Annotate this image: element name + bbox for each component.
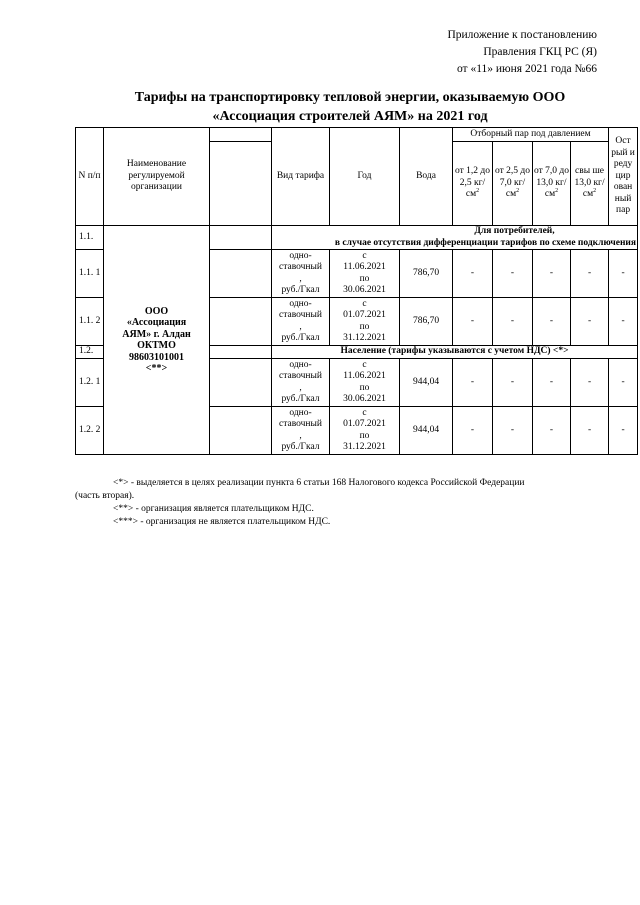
footnote-1: <*> - выделяется в целях реализации пункта 6 статьи 168 Налогового кодекса Российской Федерации [113, 478, 525, 488]
y2: 01.07.2021 [343, 310, 386, 320]
row-num [76, 359, 104, 407]
header-steam-group [453, 128, 609, 142]
section-title-line-1: Для потребителей, [474, 226, 555, 236]
p2-text: от 2,5 до 7,0 кг/ см [495, 166, 530, 200]
t4: руб./Гкал [281, 394, 320, 404]
row-year [330, 250, 400, 298]
appendix-header [337, 27, 597, 78]
row-p1: - [453, 407, 493, 455]
y3: по [359, 321, 370, 332]
row-blank [210, 298, 272, 346]
p1-sup: 2 [476, 188, 480, 195]
header-sharp-steam [609, 128, 638, 226]
t4: руб./Гкал [281, 333, 320, 343]
section-blank [210, 346, 272, 359]
p4-text: свы ше 13,0 кг/ см [574, 166, 605, 200]
row-sharp: - [609, 250, 638, 298]
y2: 11.06.2021 [343, 371, 386, 381]
row-water: 786,70 [400, 298, 453, 346]
row-blank [210, 250, 272, 298]
header-pressure-2 [493, 142, 533, 226]
y3: по [359, 273, 370, 284]
row-sharp: - [609, 407, 638, 455]
header-org-name-text: Наименование регулируемой организации [126, 159, 187, 193]
footnote-1-cont: (часть вторая). [75, 491, 135, 501]
footnotes [75, 477, 610, 529]
p3-text: от 7,0 до 13,0 кг/ см [534, 166, 569, 200]
row-water: 944,04 [400, 407, 453, 455]
header-pressure-4 [571, 142, 609, 226]
row-p4: - [571, 298, 609, 346]
header-row-1 [76, 128, 638, 142]
section-title-line-1: Население (тарифы указываются с учетом НДС) <*> [340, 346, 569, 357]
row-tariff-type [272, 407, 330, 455]
row-p3: - [533, 407, 571, 455]
row-p4: - [571, 407, 609, 455]
row-water: 944,04 [400, 359, 453, 407]
y4: 31.12.2021 [343, 442, 386, 452]
section-row-1 [76, 226, 638, 250]
row-p2: - [493, 298, 533, 346]
section-num: 1.2. [76, 346, 104, 359]
t1: одно- [289, 359, 312, 370]
t3: , [299, 430, 302, 441]
header-pressure-3 [533, 142, 571, 226]
row-blank [210, 407, 272, 455]
row-p3: - [533, 250, 571, 298]
row-tariff-type [272, 298, 330, 346]
y4: 31.12.2021 [343, 333, 386, 343]
row-num [76, 250, 104, 298]
t4: руб./Гкал [281, 285, 320, 295]
document-title [60, 88, 640, 126]
section-blank [210, 226, 272, 250]
t2: ставочный [279, 419, 322, 429]
y1: с [362, 359, 367, 370]
y2: 01.07.2021 [343, 419, 386, 429]
row-p4: - [571, 250, 609, 298]
header-steam-group-text: Отборный пар под давлением [470, 128, 591, 139]
row-blank [210, 359, 272, 407]
t1: одно- [289, 407, 312, 418]
row-p1: - [453, 359, 493, 407]
row-year [330, 298, 400, 346]
p4-sup: 2 [593, 188, 597, 195]
header-blank-2 [210, 142, 272, 226]
appendix-line-1: Приложение к постановлению [447, 29, 597, 41]
row-num-text: 1.1. 2 [79, 315, 101, 326]
t2: ставочный [279, 310, 322, 320]
header-year [330, 128, 400, 226]
org-line-4: ОКТМО [137, 340, 176, 351]
row-p2: - [493, 407, 533, 455]
header-water [400, 128, 453, 226]
row-p4: - [571, 359, 609, 407]
y4: 30.06.2021 [343, 285, 386, 295]
header-water-text: Вода [416, 170, 436, 181]
tariff-table [75, 127, 638, 455]
row-p1: - [453, 250, 493, 298]
section-title [272, 226, 638, 250]
row-num [76, 407, 104, 455]
t2: ставочный [279, 262, 322, 272]
org-name-cell [104, 226, 210, 455]
appendix-line-2: Правления ГКЦ РС (Я) [483, 46, 597, 58]
t1: одно- [289, 298, 312, 309]
header-num [76, 128, 104, 226]
row-num-text: 1.1. 1 [79, 267, 101, 278]
header-blank [210, 128, 272, 142]
row-sharp: - [609, 298, 638, 346]
t3: , [299, 273, 302, 284]
header-org-name [104, 128, 210, 226]
row-p3: - [533, 359, 571, 407]
section-title-line-2: в случае отсутствия дифференциации тарифов по схеме подключения [334, 237, 637, 248]
section-title [272, 346, 638, 359]
t3: , [299, 321, 302, 332]
p2-sup: 2 [516, 188, 520, 195]
p3-sup: 2 [555, 188, 559, 195]
row-num-text: 1.2. 2 [79, 424, 101, 435]
t2: ставочный [279, 371, 322, 381]
footnote-3: <***> - организация не является плательщиком НДС. [113, 517, 331, 527]
title-line-1: Тарифы на транспортировку тепловой энергии, оказываемую ООО [134, 90, 566, 105]
y3: по [359, 430, 370, 441]
org-line-6: <**> [145, 363, 168, 374]
row-tariff-type [272, 250, 330, 298]
section-num: 1.1. [76, 226, 104, 250]
row-p1: - [453, 298, 493, 346]
y1: с [362, 407, 367, 418]
t3: , [299, 382, 302, 393]
row-water: 786,70 [400, 250, 453, 298]
header-tariff-type-text: Вид тарифа [276, 170, 325, 181]
row-sharp: - [609, 359, 638, 407]
header-tariff-type [272, 128, 330, 226]
y1: с [362, 250, 367, 261]
row-year [330, 407, 400, 455]
row-p2: - [493, 359, 533, 407]
row-year [330, 359, 400, 407]
org-line-5: 98603101001 [129, 351, 184, 363]
y3: по [359, 382, 370, 393]
row-p2: - [493, 250, 533, 298]
footnote-2: <**> - организация является плательщиком НДС. [113, 504, 314, 514]
header-num-text: N п/п [78, 170, 101, 181]
header-pressure-1 [453, 142, 493, 226]
t1: одно- [289, 250, 312, 261]
appendix-line-3: от «11» июня 2021 года №66 [456, 63, 597, 75]
org-line-1: ООО [144, 305, 169, 317]
title-line-2: «Ассоциация строителей АЯМ» на 2021 год [212, 109, 488, 124]
org-line-3: АЯМ» г. Алдан [122, 328, 191, 340]
t4: руб./Гкал [281, 442, 320, 452]
org-line-2: «Ассоциация [126, 317, 187, 328]
row-p3: - [533, 298, 571, 346]
row-num-text: 1.2. 1 [79, 376, 101, 387]
row-num [76, 298, 104, 346]
y1: с [362, 298, 367, 309]
row-tariff-type [272, 359, 330, 407]
header-sharp-text: Ост рый и реду цир ован ный пар [611, 136, 635, 216]
header-year-text: Год [357, 170, 372, 181]
p1-text: от 1,2 до 2,5 кг/ см [455, 166, 490, 200]
y4: 30.06.2021 [343, 394, 386, 404]
y2: 11.06.2021 [343, 262, 386, 272]
